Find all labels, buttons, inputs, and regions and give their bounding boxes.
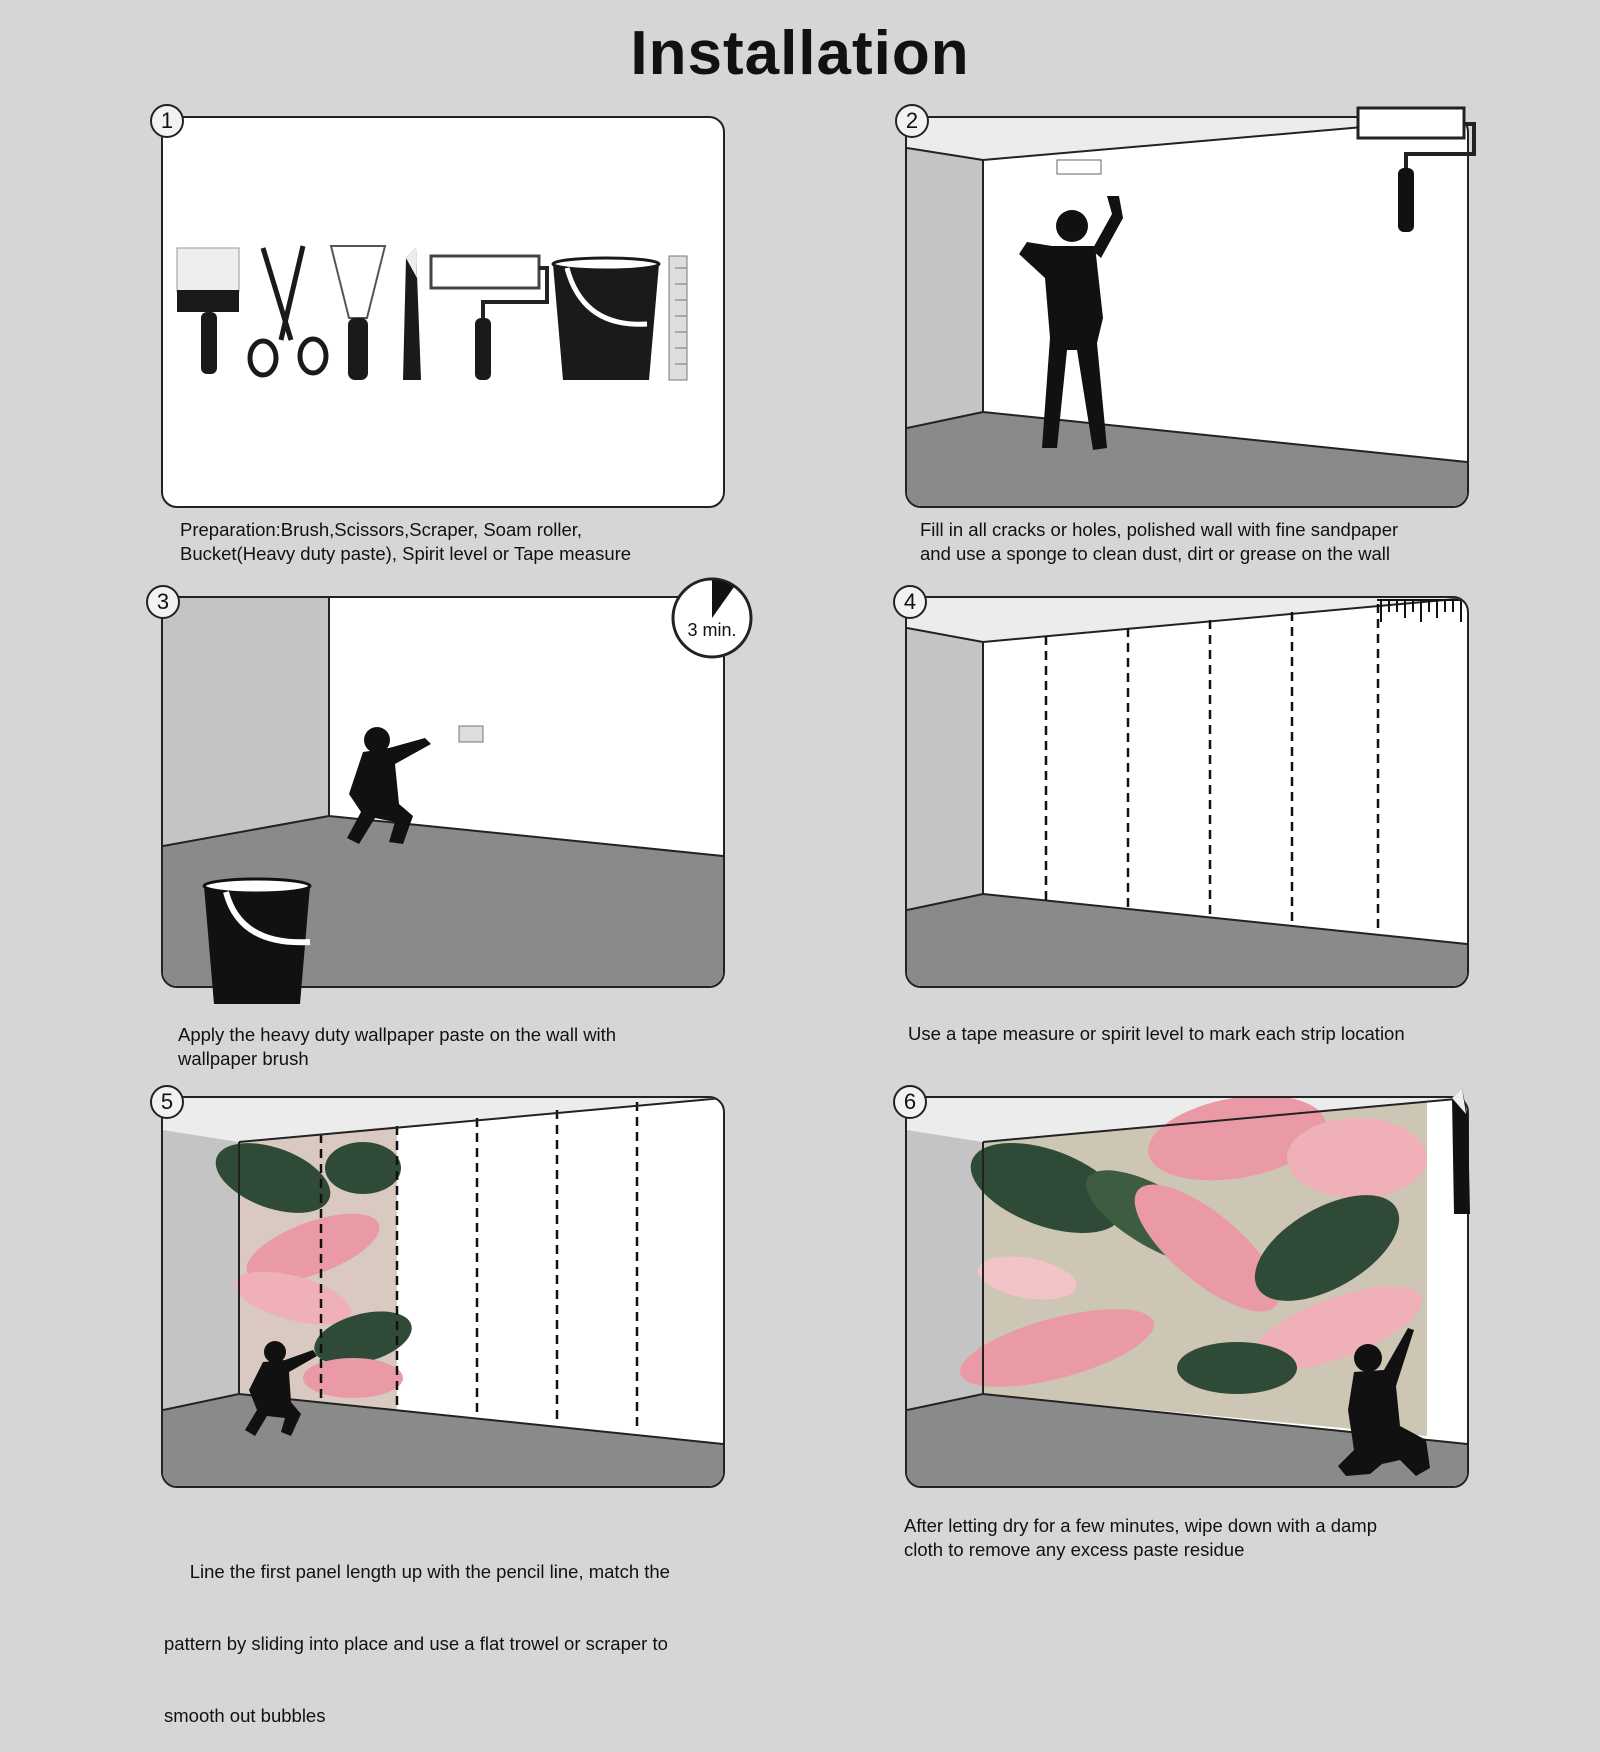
brush-icon [177, 248, 239, 374]
ruler-icon [669, 256, 687, 380]
step-2-caption: Fill in all cracks or holes, polished wall with fine sandpaper and use a sponge to clean dust, dirt or grease on the wall [920, 519, 1399, 564]
worker-silhouette [1019, 196, 1123, 450]
step-1-caption: Preparation:Brush,Scissors,Scraper, Soam roller, Bucket(Heavy duty paste), Spirit level or Tape measure [180, 519, 632, 564]
step-4-caption: Use a tape measure or spirit level to mark each strip location [908, 1023, 1405, 1044]
tools-illustration [163, 118, 723, 506]
step-5-number: 5 [150, 1085, 184, 1119]
bucket-icon [553, 258, 659, 380]
step-6-caption: After letting dry for a few minutes, wipe down with a damp cloth to remove any excess paste residue [904, 1515, 1377, 1560]
step-5-panel [161, 1096, 725, 1488]
step-2-number: 2 [895, 104, 929, 138]
step-3-caption: Apply the heavy duty wallpaper paste on the wall with wallpaper brush [178, 1024, 617, 1069]
step-4-number: 4 [893, 585, 927, 619]
step-5-caption: Line the first panel length up with the pencil line, match the pattern by sliding into place and use a flat trowel or scraper to smooth out bubbles [164, 1561, 670, 1726]
utility-knife-icon [1448, 1088, 1478, 1223]
utility-knife-icon [403, 248, 421, 380]
step-6-number: 6 [893, 1085, 927, 1119]
step-1-panel [161, 116, 725, 508]
worker-silhouette [1330, 1300, 1440, 1505]
bucket-icon [200, 876, 320, 1013]
paint-roller-icon [1356, 106, 1476, 241]
step-4-panel [905, 596, 1469, 988]
page-title: Installation [630, 19, 970, 88]
step-1-number: 1 [150, 104, 184, 138]
paint-roller-icon [431, 256, 547, 380]
step-3-number: 3 [146, 585, 180, 619]
timer-label: 3 min. [687, 620, 737, 640]
scissors-icon [250, 246, 326, 375]
scraper-icon [331, 246, 385, 380]
